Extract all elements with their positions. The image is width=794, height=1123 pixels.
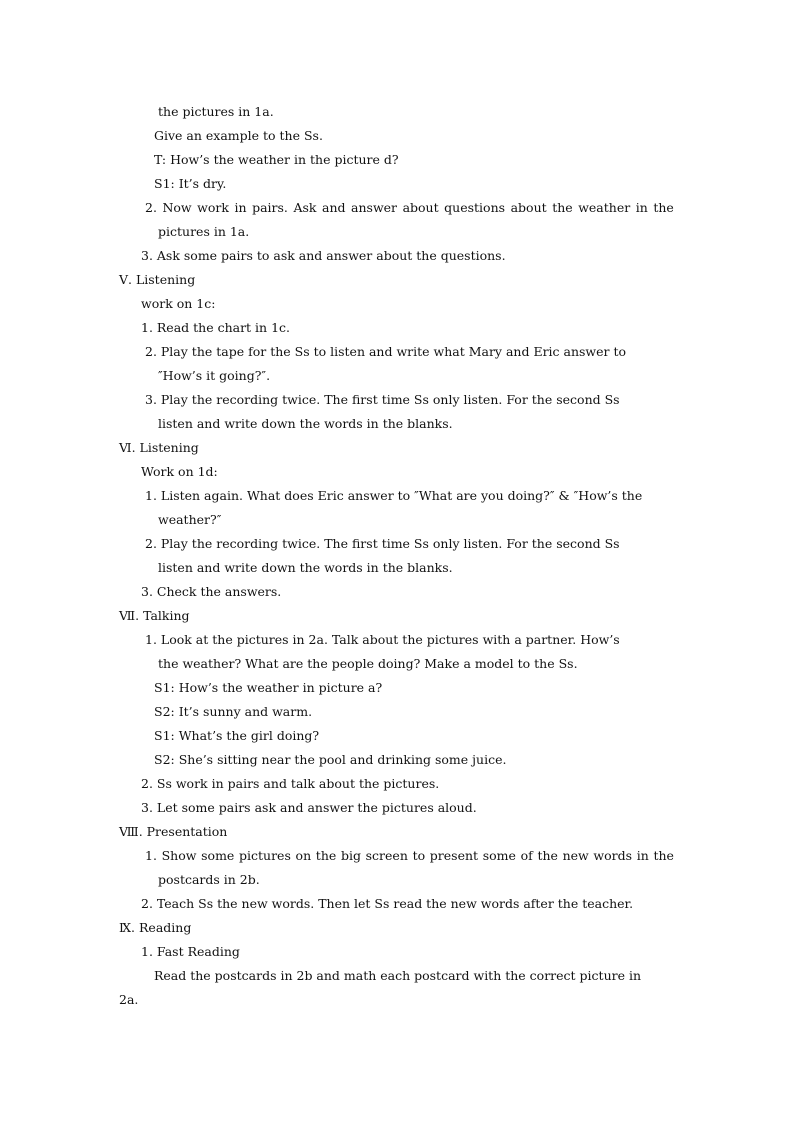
section-heading: Ⅵ. Listening <box>119 440 199 455</box>
text-line: S1: What’s the girl doing? <box>154 728 320 743</box>
text-line: S2: It’s sunny and warm. <box>154 704 313 719</box>
text-line: S1: It’s dry. <box>154 176 227 191</box>
text-line: pictures in 1a. <box>158 224 250 239</box>
text-line: S1: How’s the weather in picture a? <box>154 680 383 695</box>
text-line: 2. Teach Ss the new words. Then let Ss read the new words after the teacher. <box>141 896 634 911</box>
text-line: Work on 1d: <box>141 464 218 479</box>
text-line: 1. Fast Reading <box>141 944 240 959</box>
section-heading: Ⅴ. Listening <box>119 272 196 287</box>
section-heading: Ⅷ. Presentation <box>119 824 228 839</box>
text-line: 3. Check the answers. <box>141 584 282 599</box>
text-line: the pictures in 1a. <box>158 104 274 119</box>
text-line: 1. Read the chart in 1c. <box>141 320 291 335</box>
section-heading: Ⅶ. Talking <box>119 608 190 623</box>
text-line: 3. Play the recording twice. The first time Ss only listen. For the second Ss <box>145 392 620 407</box>
text-line: listen and write down the words in the blanks. <box>158 416 453 431</box>
text-line: Read the postcards in 2b and math each postcard with the correct picture in <box>154 968 642 983</box>
text-line: Give an example to the Ss. <box>154 128 323 143</box>
text-line: 2a. <box>119 992 139 1007</box>
text-line: postcards in 2b. <box>158 872 260 887</box>
text-line: 2. Play the tape for the Ss to listen and write what Mary and Eric answer to <box>145 344 627 359</box>
text-line: 1. Look at the pictures in 2a. Talk about the pictures with a partner. How’s <box>145 632 620 647</box>
text-line: S2: She’s sitting near the pool and drinking some juice. <box>154 752 507 767</box>
section-heading: Ⅸ. Reading <box>119 920 192 935</box>
text-line: T: How’s the weather in the picture d? <box>154 152 399 167</box>
text-line: 3. Ask some pairs to ask and answer about the questions. <box>141 248 506 263</box>
text-line: 1. Show some pictures on the big screen to present some of the new words in the <box>145 848 674 863</box>
text-line: 2. Now work in pairs. Ask and answer about questions about the weather in the <box>145 200 674 215</box>
text-line: work on 1c: <box>141 296 216 311</box>
text-line: 2. Play the recording twice. The first time Ss only listen. For the second Ss <box>145 536 620 551</box>
text-line: listen and write down the words in the blanks. <box>158 560 453 575</box>
text-line: 2. Ss work in pairs and talk about the pictures. <box>141 776 440 791</box>
text-line: the weather? What are the people doing? Make a model to the Ss. <box>158 656 578 671</box>
text-line: weather?″ <box>158 512 222 527</box>
text-line: 1. Listen again. What does Eric answer to ″What are you doing?″ & ″How’s the <box>145 488 643 503</box>
text-line: ″How’s it going?″. <box>158 368 271 383</box>
text-line: 3. Let some pairs ask and answer the pictures aloud. <box>141 800 477 815</box>
